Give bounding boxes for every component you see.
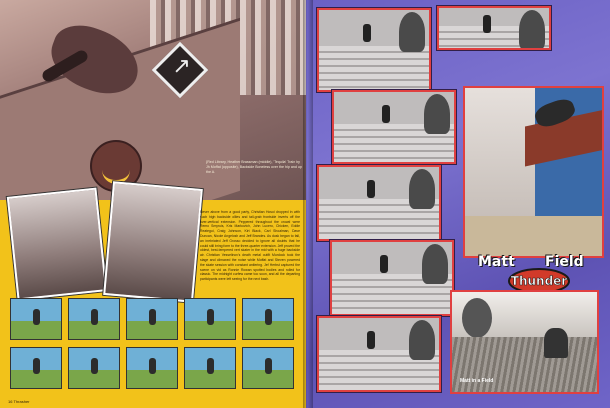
sub-photo-2	[103, 181, 203, 302]
thunder-logo-text: Thunder	[510, 274, 568, 288]
hero-photo-caption: {Red Library, Heather Brassman (middle), 'Tequila' Train by Jh Moffat (opposite), Backside Boneless over the hip and up the A.	[206, 160, 302, 174]
feature-photo	[463, 86, 604, 258]
rider-last-name: Field	[545, 254, 584, 270]
thumb-photo	[68, 298, 120, 340]
thumb-photo	[68, 347, 120, 389]
sequence-photo	[332, 90, 456, 164]
sequence-photo	[317, 165, 441, 241]
thumb-photo	[242, 298, 294, 340]
arrow-sign-icon: ↗	[152, 42, 209, 99]
thumb-photo	[126, 347, 178, 389]
page-folio: 16 Thrasher	[8, 399, 30, 404]
thumb-photo	[242, 347, 294, 389]
field-photo-caption: Matt in a Field	[460, 378, 494, 384]
sequence-photo	[317, 316, 441, 392]
thumb-photo	[10, 347, 62, 389]
rider-first-name: Matt	[478, 254, 515, 270]
page-gutter	[303, 0, 313, 408]
sub-photo-1	[7, 188, 107, 301]
thumb-photo	[10, 298, 62, 340]
thumb-photo	[126, 298, 178, 340]
article-body-text: Never above from a good party, Christian Hosoi dropped in with such high backside ollies and tail-grab frontside inverts off the over-vertical extension. Peppered throughout the crowd were Remo Smyruis, Kris Markovich, John Lucero, Chicken, Eddie Reategui, Craig Johnson, Kirt Black, Carl Shoalman, Dave Duncan, Nicole Angelosh and Jeff Brandes. As dusk began to fall, an inebriated Jeff Grosso decided to ignore all doubts that he could still bring form to the three-quarter extension. Jeff proved the oldest, best-tempered vert skater in the mid with a huge backside air. Christian Vesselinov's death metal outfit Murdock took the stage and climaxed the noise while Moffat and Steven powered the skate session with constant antlering. Jef Herbst captured the scene on vid as Ronnie Rowan spotted bodies and rolled for classic. The midnight curfew came too soon, and all the departing participants were left seeing for the next bash.	[200, 210, 300, 282]
thumb-photo	[184, 298, 236, 340]
hero-photo	[0, 0, 306, 200]
sequence-photo	[317, 8, 431, 92]
thumb-photo	[184, 347, 236, 389]
sequence-photo	[330, 240, 454, 316]
sequence-photo	[437, 6, 551, 50]
